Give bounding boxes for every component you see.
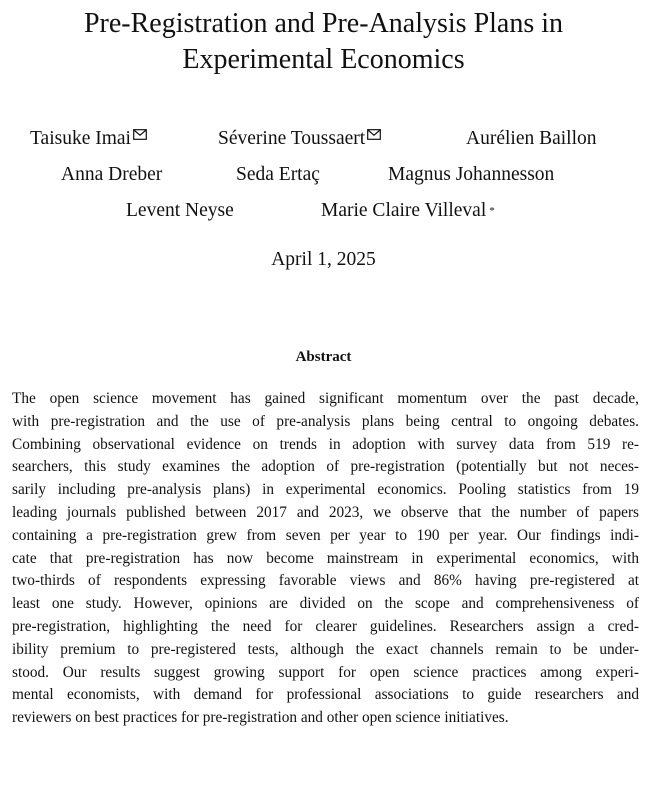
- abstract-line: reviewers on best practices for pre-registration and other open science initiatives.: [12, 709, 509, 727]
- author-name: Taisuke Imai: [30, 128, 131, 149]
- abstract-line: least one study. However, opinions are divided on the scope and comprehensiveness of: [12, 595, 639, 613]
- abstract-body: [12, 388, 639, 730]
- abstract-line: The open science movement has gained significant momentum over the past decade,: [12, 390, 639, 407]
- abstract-line: ibility premium to pre-registered tests, although the exact channels remain to be under-: [12, 640, 639, 658]
- author-name: Magnus Johannesson: [388, 164, 555, 185]
- publication-date: April 1, 2025: [271, 249, 376, 270]
- author-neyse: [126, 199, 234, 223]
- author-name: Aurélien Baillon: [466, 128, 597, 149]
- author-imai: [30, 127, 147, 151]
- abstract-line: sarily including pre-analysis plans) in experimental economics. Pooling statistics from 19: [12, 481, 639, 499]
- abstract-line: cate that pre-registration has now become mainstream in experimental economics, with: [12, 549, 639, 567]
- paper-title: [0, 6, 647, 78]
- author-baillon: [466, 127, 597, 151]
- email-icon[interactable]: [133, 129, 147, 140]
- abstract-line: searchers, this study examines the adoption of pre-registration (potentially but not neces-: [12, 458, 639, 476]
- paper-title-line-1: Pre-Registration and Pre-Analysis Plans in: [83, 8, 564, 39]
- abstract-line: with pre-registration and the use of pre-analysis plans being central to ongoing debates.: [12, 412, 639, 430]
- author-name: Séverine Toussaert: [218, 128, 366, 149]
- author-ertac: [236, 163, 320, 187]
- author-johannesson: [388, 163, 554, 187]
- author-name: Anna Dreber: [61, 164, 163, 185]
- author-toussaert: [218, 127, 381, 151]
- abstract-line: two-thirds of respondents expressing favorable views and 86% having pre-registered at: [12, 572, 639, 590]
- paper-title-line-2: Experimental Economics: [182, 44, 465, 75]
- abstract-line: containing a pre-registration grew from seven per year to 190 per year. Our findings indi-: [12, 526, 639, 544]
- author-name: Seda Ertaç: [236, 164, 320, 185]
- author-villeval: [321, 199, 495, 223]
- affiliation-footnote-marker[interactable]: *: [489, 205, 495, 217]
- abstract-line: Combining observational evidence on trends in adoption with survey data from 519 re-: [12, 435, 639, 453]
- abstract-line: pre-registration, highlighting the need for clearer guidelines. Researchers assign a cred-: [12, 617, 639, 635]
- abstract-line: stood. Our results suggest growing support for open science practices among experi-: [12, 663, 639, 681]
- abstract-line: leading journals published between 2017 and 2023, we observe that the number of papers: [12, 503, 639, 521]
- abstract-heading: Abstract: [295, 349, 352, 365]
- abstract-line: mental economists, with demand for professional associations to guide researchers and: [12, 686, 639, 704]
- author-name: Marie Claire Villeval: [321, 200, 487, 221]
- author-dreber: [61, 163, 162, 187]
- author-name: Levent Neyse: [126, 200, 234, 221]
- email-icon[interactable]: [367, 129, 381, 140]
